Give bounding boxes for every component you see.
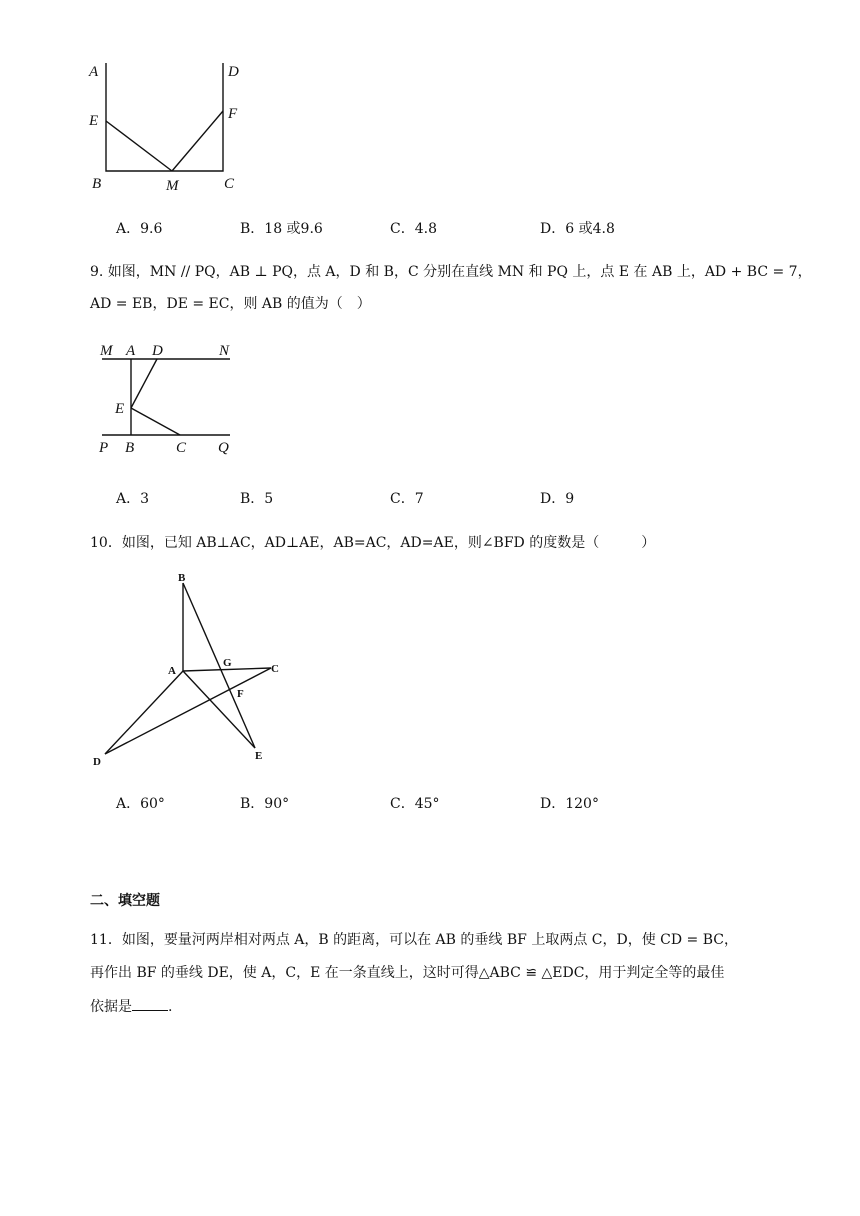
figure2-label-d: D [152, 343, 163, 359]
q8-options [116, 218, 816, 240]
section-title-fill-in: 二、填空题 [90, 893, 160, 909]
figure3-label-d: D [93, 756, 101, 768]
q10-option-b[interactable]: B．90° [240, 796, 290, 812]
figure2-label-c: C [176, 440, 187, 456]
figure2-label-q: Q [218, 440, 229, 456]
figure3-label-f: F [237, 688, 244, 700]
figure3-label-b: B [178, 572, 186, 584]
figure3-label-a: A [168, 665, 176, 677]
q9-option-b[interactable]: B．5 [240, 491, 274, 507]
figure1-label-c: C [224, 176, 235, 192]
q8-option-c[interactable]: C．4.8 [390, 221, 437, 237]
q9-option-d[interactable]: D．9 [540, 491, 575, 507]
figure2-label-m: M [100, 343, 113, 359]
figure1-label-a: A [89, 64, 99, 80]
figure1-mf [172, 111, 223, 171]
q11-text-line3-prefix: 依据是 [90, 999, 132, 1015]
q10-option-a[interactable]: A．60° [116, 796, 165, 812]
figure2-ec [131, 408, 180, 435]
q11-answer-blank[interactable] [132, 996, 168, 1011]
figure3-label-g: G [223, 657, 232, 669]
figure1-path [106, 63, 223, 171]
q11-text-line3-suffix: . [168, 999, 173, 1015]
q9-option-a[interactable]: A．3 [116, 491, 150, 507]
q11-text-line1: 11．如图，要量河两岸相对两点 A，B 的距离，可以在 AB 的垂线 BF 上取两点 C，D，使 CD = BC， [90, 932, 738, 948]
figure-intersecting-triangles [88, 568, 298, 773]
q10-text-line1: 10．如图，已知 AB⊥AC，AD⊥AE，AB=AC，AD=AE，则∠BFD 的度数是（ ） [90, 535, 656, 551]
figure2-de [131, 359, 157, 408]
q9-text-line2: AD = EB，DE = EC，则 AB 的值为（ ） [90, 296, 371, 312]
q9-text-line1: 9. 如图，MN // PQ，AB ⊥ PQ，点 A，D 和 B，C 分别在直线 MN 和 PQ 上，点 E 在 AB 上，AD + BC = 7， [90, 264, 812, 280]
q8-option-d[interactable]: D．6 或4.8 [540, 221, 615, 237]
q9-option-c[interactable]: C．7 [390, 491, 424, 507]
figure3-ad [105, 671, 183, 754]
figure-parallel-lines [90, 338, 250, 463]
figure3-label-c: C [271, 663, 279, 675]
figure3-be [183, 583, 255, 748]
figure-rectangle-em [80, 55, 260, 200]
q11-text-line2: 再作出 BF 的垂线 DE，使 A，C，E 在一条直线上，这时可得△ABC ≌ △EDC，用于判定全等的最佳 [90, 965, 725, 981]
figure2-label-e: E [115, 401, 125, 417]
figure1-label-b: B [92, 176, 102, 192]
q10-options [116, 793, 816, 815]
figure1-label-f: F [228, 106, 238, 122]
figure1-label-m: M [166, 178, 179, 194]
q10-option-c[interactable]: C．45° [390, 796, 440, 812]
figure3-label-e: E [255, 750, 263, 762]
q11-text-line3 [90, 996, 172, 1018]
figure1-label-d: D [228, 64, 239, 80]
figure2-label-b: B [125, 440, 135, 456]
figure3-dc [105, 668, 271, 754]
figure1-label-e: E [89, 113, 99, 129]
q8-option-b[interactable]: B．18 或9.6 [240, 221, 323, 237]
figure2-label-n: N [219, 343, 230, 359]
q10-option-d[interactable]: D．120° [540, 796, 599, 812]
figure2-label-a: A [126, 343, 136, 359]
figure2-label-p: P [99, 440, 109, 456]
q8-option-a[interactable]: A．9.6 [116, 221, 163, 237]
q9-options [116, 488, 816, 510]
figure1-em [106, 121, 172, 171]
